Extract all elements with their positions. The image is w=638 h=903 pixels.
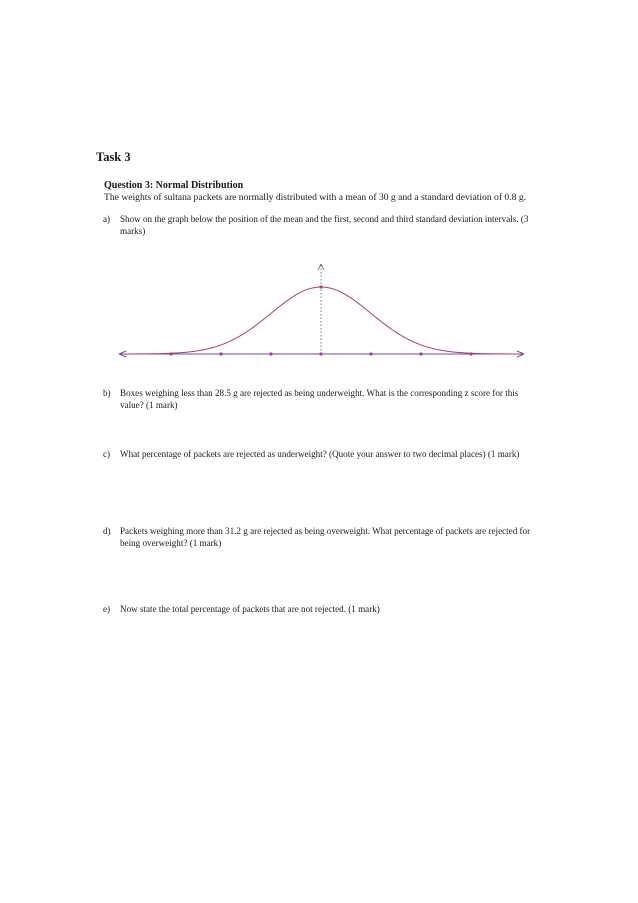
sd-tick-mark: [269, 352, 272, 355]
task-heading: Task 3: [96, 150, 131, 164]
part-letter: e): [103, 604, 111, 614]
part-text: Show on the graph below the position of the mean and the first, second and third standard deviation intervals. (3 marks): [120, 214, 529, 236]
part-letter: a): [103, 214, 111, 224]
part-text: Packets weighing more than 31.2 g are rejected as being overweight. What percentage of packets are rejected for being overweight? (1 mark): [120, 526, 531, 548]
sd-tick-mark: [369, 352, 372, 355]
question-title: Question 3: Normal Distribution: [104, 180, 244, 191]
graph-axes: [119, 264, 524, 357]
question-part-e: [103, 604, 533, 616]
question-part-a: [103, 214, 533, 237]
peak-mark: [319, 285, 322, 288]
normal-distribution-graph: [110, 256, 530, 366]
part-text: Now state the total percentage of packets that are not rejected. (1 mark): [120, 604, 380, 614]
part-letter: c): [103, 449, 111, 459]
part-text: What percentage of packets are rejected as underweight? (Quote your answer to two decimal places) (1 mark): [120, 449, 520, 459]
sd-tick-mark: [469, 352, 472, 355]
graph-ticks: [169, 285, 472, 355]
question-part-b: [103, 388, 533, 411]
question-part-c: [103, 449, 533, 461]
sd-tick-mark: [219, 352, 222, 355]
sd-tick-mark: [319, 352, 322, 355]
sd-tick-mark: [419, 352, 422, 355]
part-letter: b): [103, 388, 111, 398]
question-part-d: [103, 526, 533, 549]
question-intro: The weights of sultana packets are normally distributed with a mean of 30 g and a standard deviation of 0.8 g.: [104, 192, 527, 203]
part-text: Boxes weighing less than 28.5 g are rejected as being underweight. What is the corresponding z score for this value? (1 mark): [120, 388, 519, 410]
part-letter: d): [103, 526, 111, 536]
sd-tick-mark: [169, 352, 172, 355]
